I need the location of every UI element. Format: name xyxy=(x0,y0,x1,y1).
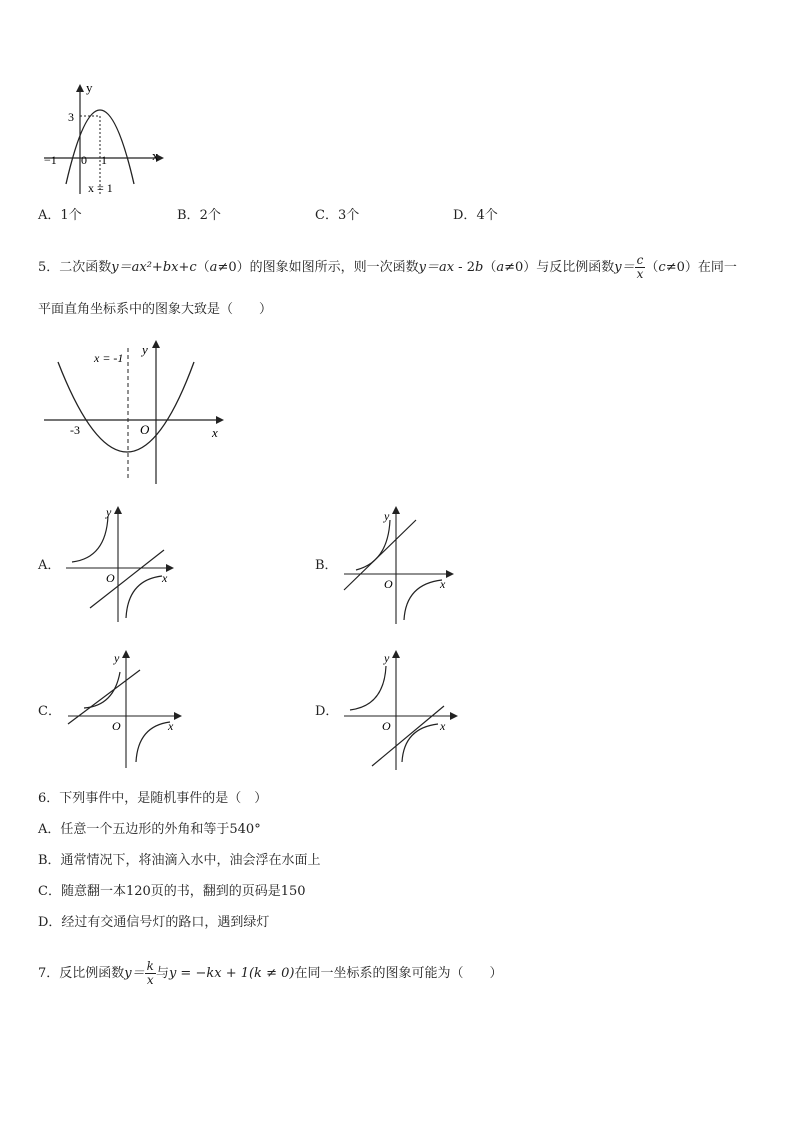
q4-tick-neg1: −1 xyxy=(44,153,57,167)
q5-fraction: $\frac{c}{x}$ xyxy=(636,253,644,281)
q4-axis-note: x = 1 xyxy=(88,181,113,195)
q4-option-d: D．4个 xyxy=(453,208,498,223)
q4-option-b: B．2个 xyxy=(177,208,221,223)
q5-b-o: O xyxy=(384,577,393,591)
q4-y-label: y xyxy=(86,80,93,95)
q6-option-c: C．随意翻一本120页的书，翻到的页码是150 xyxy=(38,884,306,899)
q5-c-o: O xyxy=(112,719,121,733)
q4-option-c: C．3个 xyxy=(315,208,360,223)
q5-c-y: y xyxy=(114,651,120,665)
q5-option-b-graph xyxy=(340,504,460,626)
q5-d-o: O xyxy=(382,719,391,733)
q5-option-c-label: C． xyxy=(38,704,61,719)
q5-main-x-label: x xyxy=(212,425,218,440)
q4-peak-label: 3 xyxy=(68,110,74,124)
q5-axis-line-label: x = -1 xyxy=(94,351,124,365)
q4-parabola-graph xyxy=(40,78,170,198)
q5-main-origin: O xyxy=(140,422,150,437)
q5-option-d-label: D． xyxy=(315,704,339,719)
q5-a-x: x xyxy=(162,571,168,585)
q5-d-x: x xyxy=(440,719,446,733)
q4-tick-0: 0 xyxy=(81,153,87,167)
q5-b-x: x xyxy=(440,577,446,591)
q5-d-y: y xyxy=(384,651,390,665)
q5-stem-line1: 5．二次函数y＝ax²+bx+c（a≠0）的图象如图所示，则一次函数y＝ax - 2b（a≠0）与反比例函数y＝ $\frac{c}{x}$ （c≠0）在同一 xyxy=(38,253,737,281)
q4-option-a: A．1个 xyxy=(38,208,82,223)
q5-option-d-graph xyxy=(340,648,466,772)
q6-stem: 6．下列事件中，是随机事件的是（ ） xyxy=(38,791,268,806)
q7-fraction: $\frac{k}{x}$ xyxy=(146,959,154,987)
q6-option-d: D．经过有交通信号灯的路口，遇到绿灯 xyxy=(38,915,270,930)
q5-main-root: -3 xyxy=(70,423,80,437)
q5-a-y: y xyxy=(106,505,112,519)
q7-stem: 7．反比例函数y＝ $\frac{k}{x}$ 与y = −kx + 1(k ≠ 0)在同一坐标系的图象可能为（ ） xyxy=(38,959,503,987)
q5-option-c-graph xyxy=(64,648,190,770)
q5-option-a-graph xyxy=(62,502,182,624)
q5-c-x: x xyxy=(168,719,174,733)
q4-tick-1: 1 xyxy=(101,153,107,167)
q5-a-o: O xyxy=(106,571,115,585)
q5-main-graph xyxy=(40,336,230,488)
q5-b-y: y xyxy=(384,509,390,523)
q6-option-a: A．任意一个五边形的外角和等于540° xyxy=(38,822,261,837)
q5-main-y-label: y xyxy=(142,342,148,357)
q5-stem-line2: 平面直角坐标系中的图象大致是（ ） xyxy=(38,302,273,317)
q6-option-b: B．通常情况下，将油滴入水中，油会浮在水面上 xyxy=(38,853,321,868)
q5-option-a-label: A． xyxy=(38,558,61,573)
q4-x-label: x xyxy=(152,148,159,163)
q5-option-b-label: B． xyxy=(315,558,338,573)
